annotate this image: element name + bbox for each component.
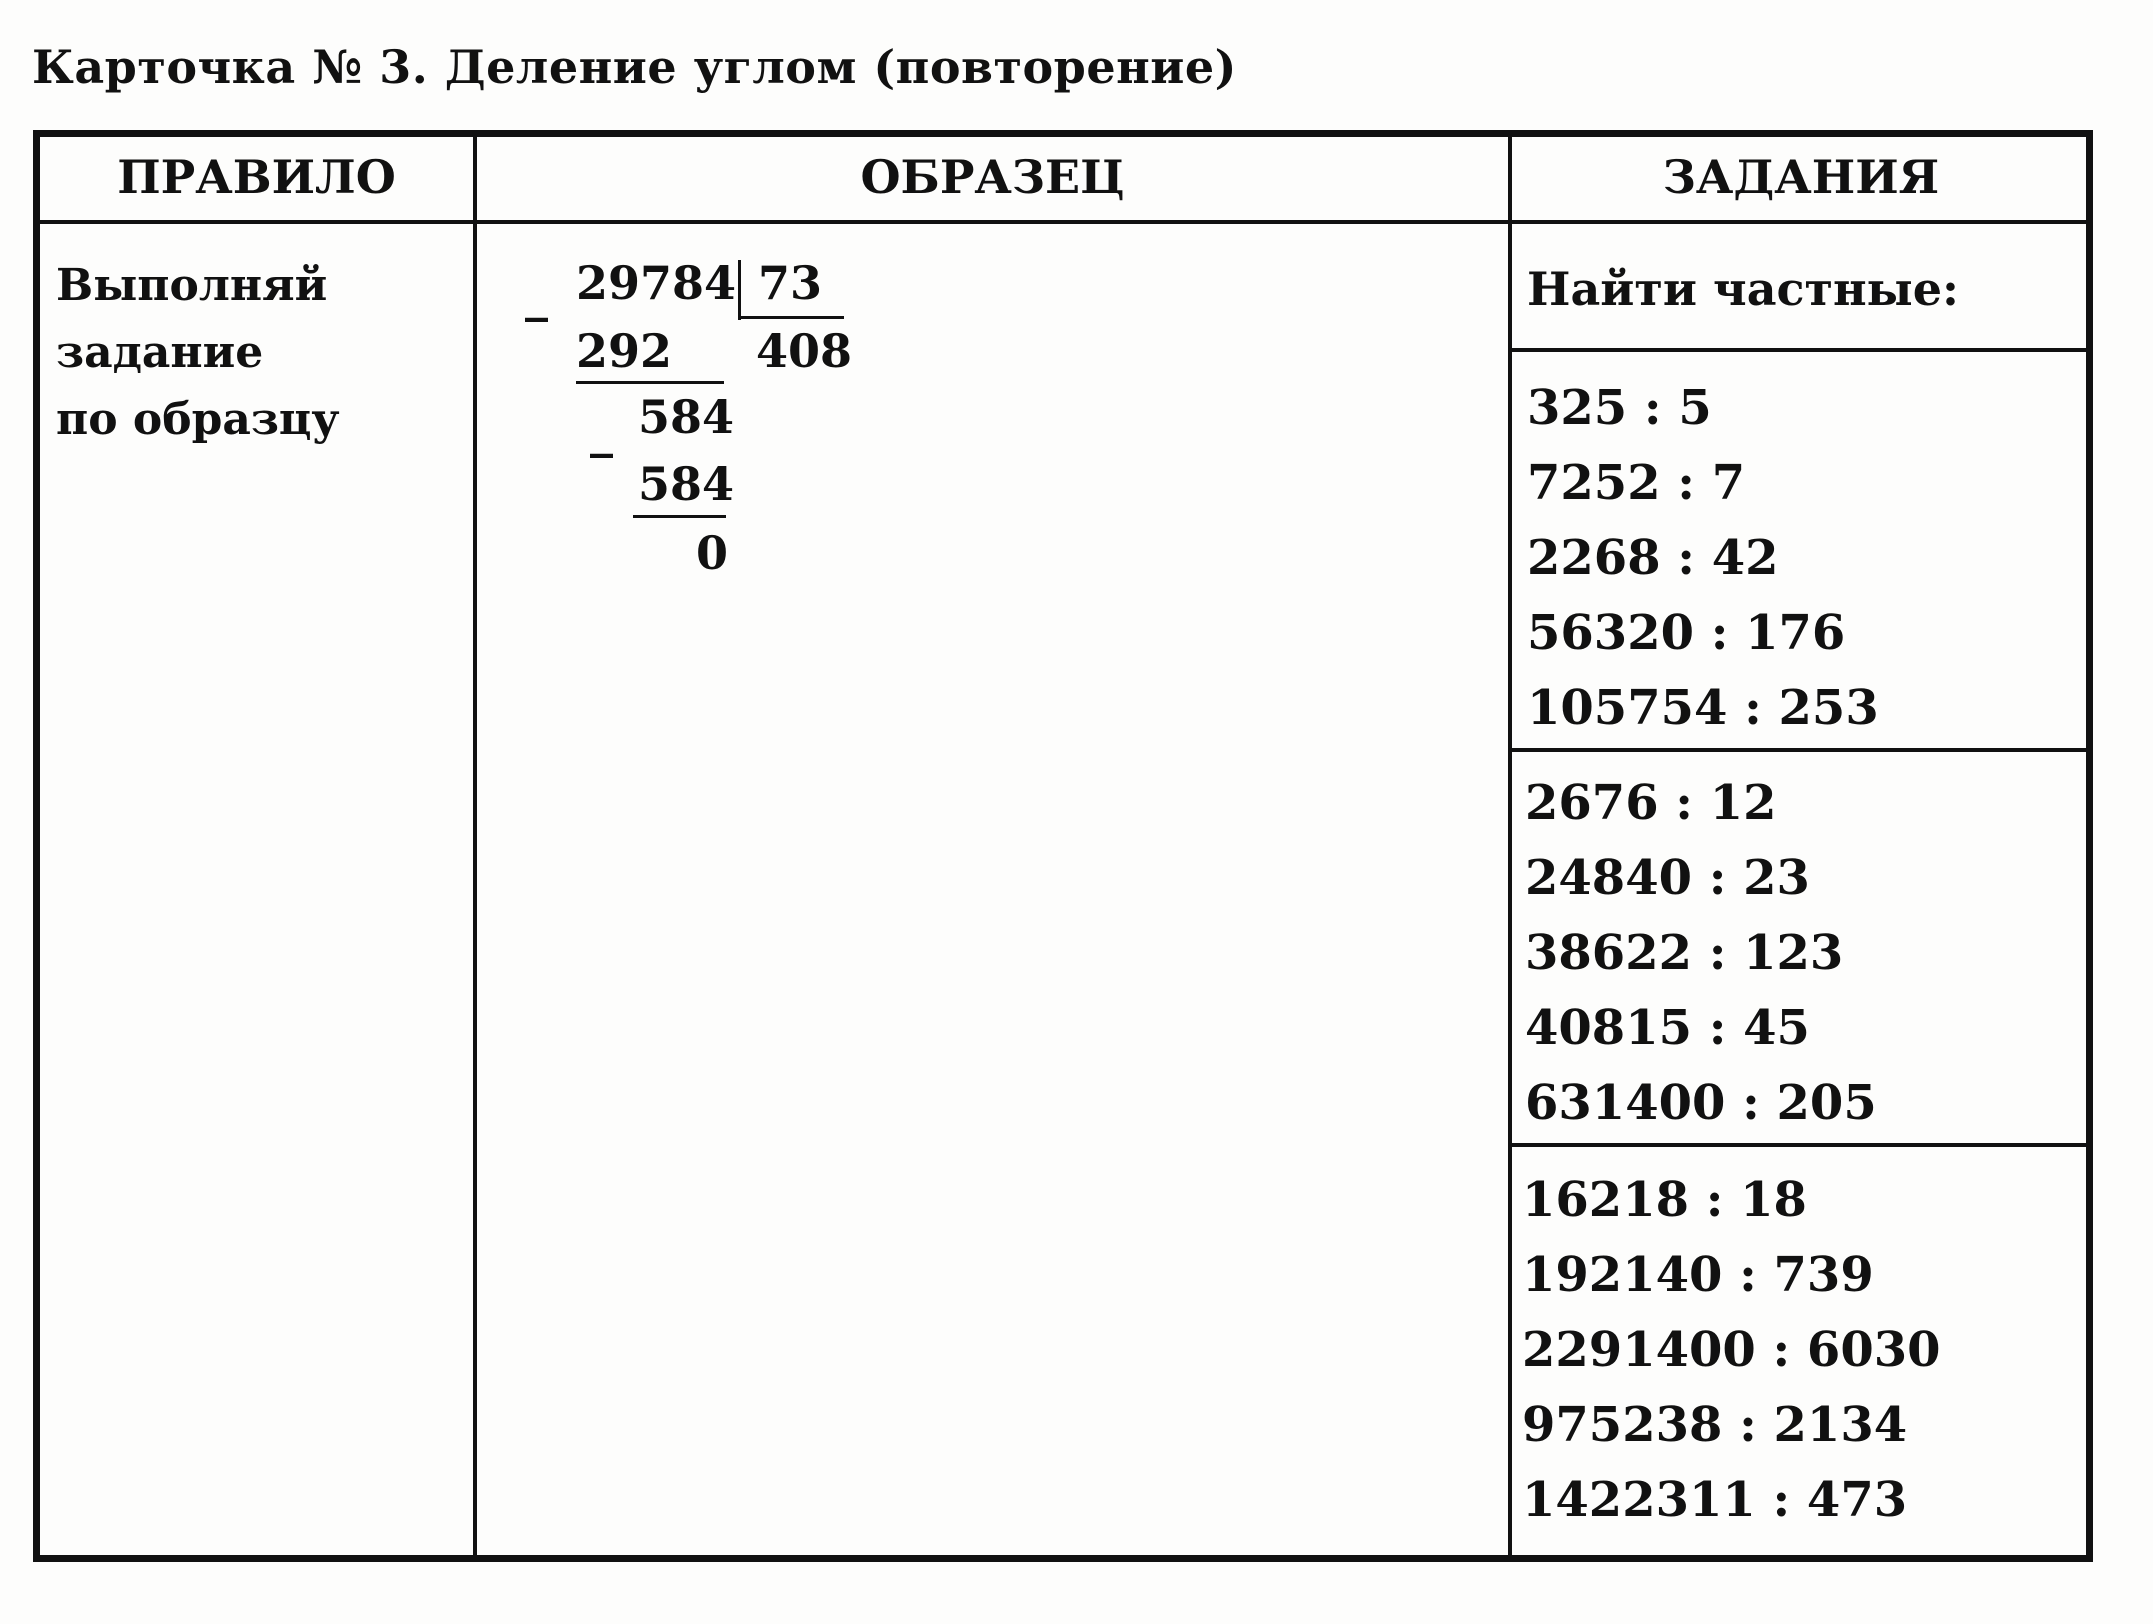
subtrahend-2: 584 (638, 457, 735, 511)
task-item: 2676 : 12 (1525, 775, 1777, 831)
minus-sign: _ (525, 268, 548, 322)
divisor: 73 (758, 256, 823, 310)
division-bracket-vertical (738, 260, 741, 320)
rule-line: по образцу (56, 394, 340, 445)
task-item: 1422311 : 473 (1522, 1472, 1908, 1528)
header-divider (38, 220, 2090, 224)
card-title: Карточка № 3. Деление углом (повторение) (32, 40, 1237, 94)
rule-text (56, 252, 340, 453)
tasks-instruction: Найти частные: (1527, 262, 1960, 316)
quotient: 408 (756, 324, 853, 378)
task-item: 24840 : 23 (1525, 850, 1810, 906)
subtraction-line-2 (633, 515, 726, 518)
task-item: 56320 : 176 (1527, 605, 1846, 661)
division-bracket-horizontal (738, 316, 844, 319)
dividend: 29784 (576, 256, 737, 310)
subtraction-line-1 (576, 381, 724, 384)
subtrahend-1: 292 (576, 324, 673, 378)
task-item: 16218 : 18 (1522, 1172, 1807, 1228)
tasks-divider-1 (1508, 348, 2090, 352)
task-item: 40815 : 45 (1525, 1000, 1810, 1056)
task-item: 975238 : 2134 (1522, 1397, 1908, 1453)
task-item: 38622 : 123 (1525, 925, 1844, 981)
remainder-1: 584 (638, 390, 735, 444)
tasks-divider-3 (1508, 1143, 2090, 1147)
rule-line: задание (56, 327, 264, 378)
column-divider-rule (473, 132, 477, 1560)
task-item: 2268 : 42 (1527, 530, 1779, 586)
remainder-final: 0 (696, 526, 729, 580)
column-divider-tasks (1508, 132, 1512, 1560)
task-item: 631400 : 205 (1525, 1075, 1877, 1131)
tasks-divider-2 (1508, 748, 2090, 752)
task-item: 2291400 : 6030 (1522, 1322, 1941, 1378)
header-tasks: ЗАДАНИЯ (1662, 150, 1940, 204)
task-item: 192140 : 739 (1522, 1247, 1874, 1303)
task-item: 7252 : 7 (1527, 455, 1746, 511)
task-item: 105754 : 253 (1527, 680, 1879, 736)
header-rule: ПРАВИЛО (117, 150, 396, 204)
minus-sign: _ (590, 404, 613, 458)
rule-line: Выполняй (56, 260, 328, 311)
task-item: 325 : 5 (1527, 380, 1712, 436)
header-sample: ОБРАЗЕЦ (860, 150, 1125, 204)
